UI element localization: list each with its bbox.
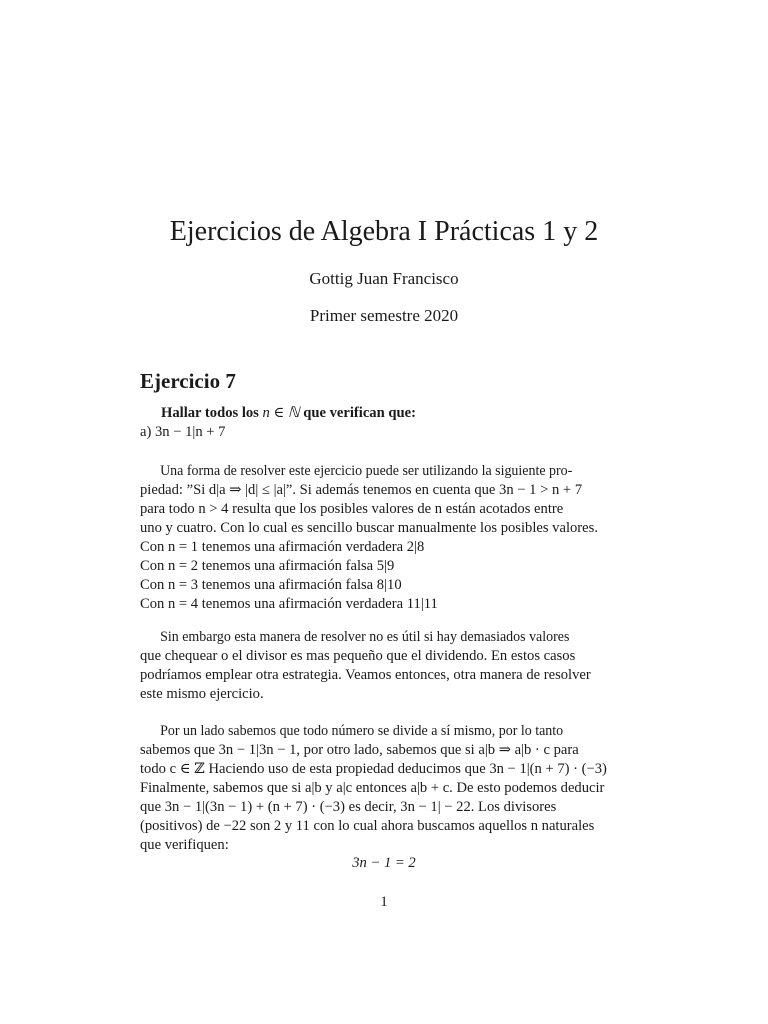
section-heading: Ejercicio 7: [140, 369, 236, 393]
document-date: Primer semestre 2020: [309, 306, 459, 325]
paragraph-line: todo c ∈ ℤ Haciendo uso de esta propiedad deducimos que 3n − 1|(n + 7) · (−3): [140, 761, 607, 777]
paragraph-line: que chequear o el divisor es mas pequeño que el dividendo. En estos casos: [140, 648, 576, 664]
exercise-prompt: [140, 404, 628, 442]
paragraph-line: para todo n > 4 resulta que los posibles valores de n están acotados entre: [140, 501, 564, 517]
paragraph-2: [140, 628, 628, 704]
paragraph-line: Finalmente, sabemos que si a|b y a|c entonces a|b + c. De esto podemos deducir: [140, 780, 605, 796]
item-a: a) 3n − 1|n + 7: [140, 424, 226, 440]
prompt-math: n ∈ ℕ: [262, 405, 300, 421]
prompt-bold-start: Hallar todos los: [161, 405, 263, 421]
paragraph-line: Con n = 1 tenemos una afirmación verdadera 2|8: [140, 539, 425, 555]
paragraph-line: sabemos que 3n − 1|3n − 1, por otro lado, sabemos que si a|b ⇒ a|b · c para: [140, 742, 579, 758]
paragraph-line: Una forma de resolver este ejercicio puede ser utilizando la siguiente pro-: [160, 463, 573, 479]
paragraph-line: uno y cuatro. Con lo cual es sencillo buscar manualmente los posibles valores.: [140, 520, 598, 536]
paragraph-3: [140, 722, 628, 855]
paragraph-line: (positivos) de −22 son 2 y 11 con lo cual ahora buscamos aquellos n naturales: [140, 818, 595, 834]
paragraph-1: [140, 462, 628, 614]
page-number: 1: [380, 894, 388, 910]
paragraph-line: que verifiquen:: [140, 837, 229, 853]
display-equation: 3n − 1 = 2: [352, 855, 416, 871]
prompt-line: [140, 404, 628, 423]
paragraph-line: piedad: ”Si d|a ⇒ |d| ≤ |a|”. Si además tenemos en cuenta que 3n − 1 > n + 7: [140, 482, 583, 498]
paragraph-line: Por un lado sabemos que todo número se divide a sí mismo, por lo tanto: [160, 723, 564, 739]
paragraph-line: que 3n − 1|(3n − 1) + (n + 7) · (−3) es decir, 3n − 1| − 22. Los divisores: [140, 799, 557, 815]
prompt-bold-end: que verifican que:: [299, 405, 416, 421]
document-author: Gottig Juan Francisco: [309, 269, 459, 288]
paragraph-line: Con n = 4 tenemos una afirmación verdadera 11|11: [140, 596, 438, 612]
paragraph-line: este mismo ejercicio.: [140, 686, 264, 702]
paragraph-line: Con n = 2 tenemos una afirmación falsa 5|9: [140, 558, 395, 574]
paragraph-line: Sin embargo esta manera de resolver no es útil si hay demasiados valores: [160, 629, 570, 645]
paragraph-line: Con n = 3 tenemos una afirmación falsa 8|10: [140, 577, 402, 593]
document-title: Ejercicios de Algebra I Prácticas 1 y 2: [169, 216, 599, 247]
paragraph-line: podríamos emplear otra estrategia. Veamos entonces, otra manera de resolver: [140, 667, 591, 683]
